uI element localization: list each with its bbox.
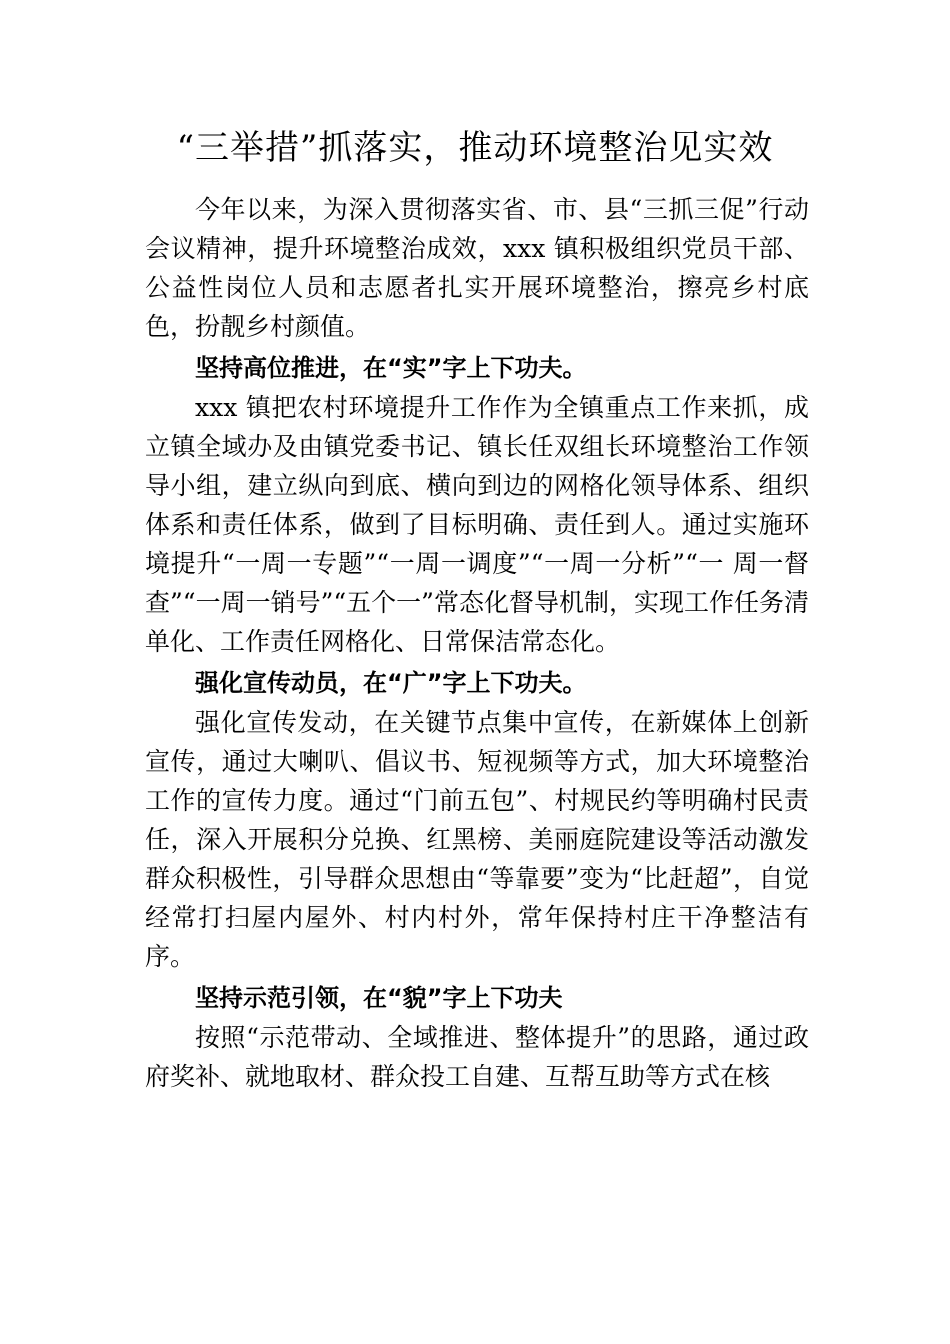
section-paragraph-1: xxx 镇把农村环境提升工作作为全镇重点工作来抓，成立镇全域办及由镇党委书记、镇长任双组长环境整治工作领导小组，建立纵向到底、横向到边的网格化领导体系、组织 体系和责任体系，做到了目标明确、责任到人。通过实施环境提升“一周一专题”“一周一调度”“一周一分析”“一 周一督查”“一周一销号”“五个一”常态化督导机制，实现工作任务清单化、工作责任网格化、日常保洁常态化。 <box>145 393 809 656</box>
section-paragraph-3: 按照“示范带动、全域推进、整体提升”的思路，通过政府奖补、就地取材、群众投工自建、互帮互助等方式在核 <box>145 1023 809 1091</box>
section-heading-1: 坚持高位推进，在“实”字上下功夫。 <box>195 354 587 382</box>
section-heading-3: 坚持示范引领，在“貌”字上下功夫 <box>195 984 563 1012</box>
document-body <box>145 190 809 1096</box>
section-heading-2: 强化宣传动员，在“广”字上下功夫。 <box>195 669 587 697</box>
intro-paragraph: 今年以来，为深入贯彻落实省、市、县“三抓三促”行动会议精神，提升环境整治成效，xxx 镇积极组织党员干部、公益性岗位人员和志愿者扎实开展环境整治，擦亮乡村底色，扮靓乡村颜值。 <box>145 195 809 341</box>
document-title: “三举措”抓落实，推动环境整治见实效 <box>176 128 774 168</box>
section-paragraph-2: 强化宣传发动，在关键节点集中宣传，在新媒体上创新宣传，通过大喇叭、倡议书、短视频等方式，加大环境整治工作的宣传力度。通过“门前五包”、村规民约等明确村民责任，深入开展积分兑换、红黑榜、美丽庭院建设等活动激发群众积极性，引导群众思想由“等靠要”变为“比赶超”，自觉经常打扫屋内屋外、村内村外，常年保持村庄干净整洁有序。 <box>145 708 809 971</box>
